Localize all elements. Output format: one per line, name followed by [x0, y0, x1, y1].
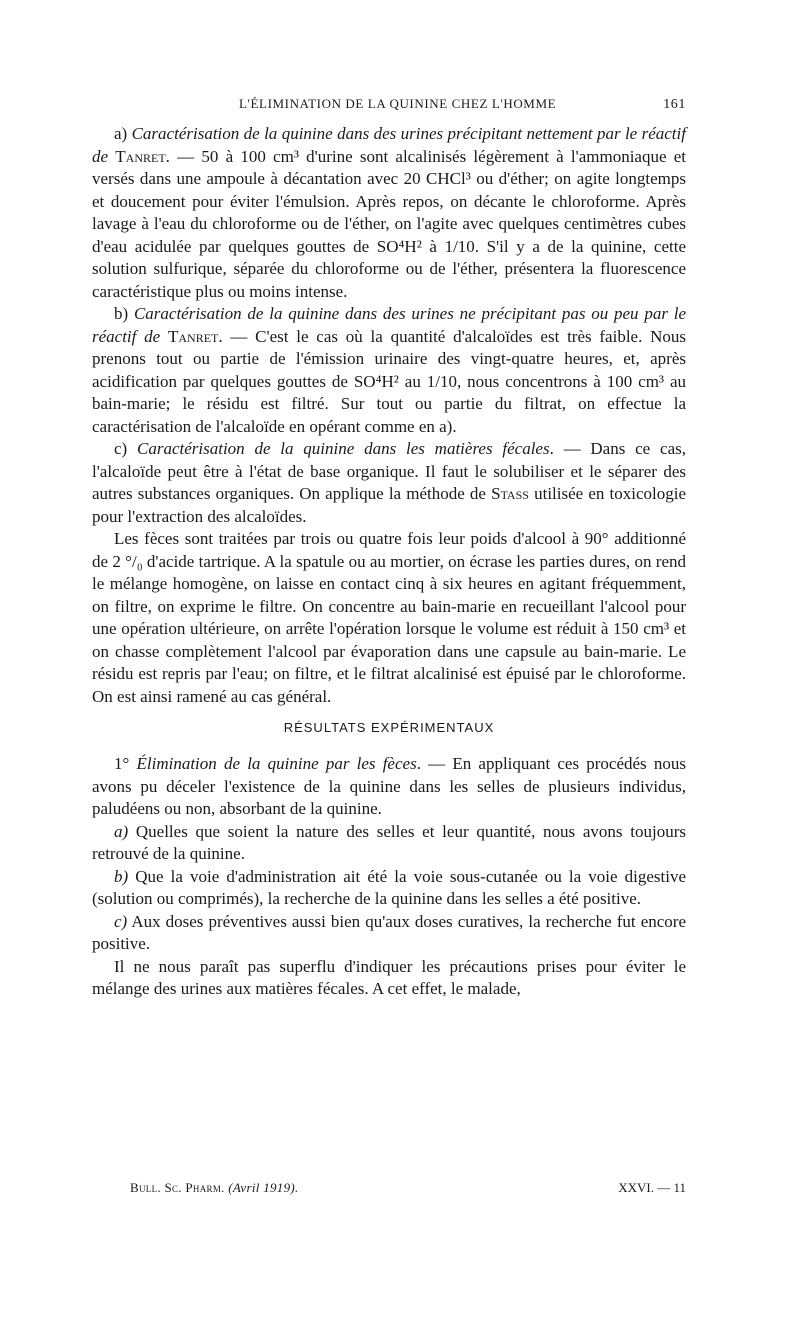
page-number: 161 — [663, 97, 686, 112]
paragraph-last: Il ne nous paraît pas superflu d'indiquer les précautions prises pour éviter le mélange des urines aux matières fécales. A cet effet, le malade, — [92, 956, 686, 998]
item-c-text: Aux doses préventives aussi bien qu'aux doses curatives, la recherche fut encore positive. — [92, 911, 686, 953]
paragraph-1-heading: Élimination de la quinine par les fèces — [136, 754, 417, 773]
paragraph-c-text: . — Dans ce cas, l'alcaloïde peut être à l'état de base organique. Il faut le solubiliser et le séparer des autres substances organiques. On applique la méthode de — [92, 439, 686, 503]
page-body — [92, 96, 686, 1001]
item-a — [92, 821, 686, 866]
footer-date: (Avril 1919). — [228, 1180, 299, 1195]
item-a-lead: a) — [114, 821, 129, 841]
paragraph-feces: Les fèces sont traitées par trois ou quatre fois leur poids d'alcool à 90° additionné de 2 °/₀ d'acide tartrique. A la spatule ou au mortier, on écrase les parties dures, on rend le mélange homogène, on laisse en contact cinq à six heures en agitant fréquemment, on filtre, on exprime le filtre. On concentre au bain-marie en recueillant l'alcool pour une opération ultérieure, on arrête l'opération lorsque le volume est réduit à 150 cm³ et on chasse complètement l'alcool par évaporation dans une capsule au bain-marie. Le résidu est repris par l'eau; on filtre, et le filtrat alcalinisé est épuisé par le chloroforme. On est ainsi ramené au cas général. — [92, 529, 686, 706]
paragraph-c-text-end: utilisée en toxicologie pour l'extraction des alcaloïdes. — [92, 484, 686, 526]
paragraph-b-heading: Caractérisation de la quinine dans des urines ne précipitant pas ou peu par le réactif de — [92, 304, 686, 346]
paragraph-c-lead: c) — [114, 439, 137, 458]
paragraph-b-text: . — C'est le cas où la quantité d'alcaloïdes est très faible. Nous prenons tout ou partie de l'émission urinaire des vingt-quatre heures, et, après acidification par quelques gouttes de SO⁴H² au 1/10, nous concentrons à 100 cm³ au bain-marie; le résidu est filtré. Sur tout ou partie du filtrat, on effectue la caractérisation de l'alcaloïde en opérant comme en a). — [92, 326, 687, 436]
footer-journal: Bull. Sc. Pharm. — [130, 1180, 225, 1195]
item-c — [92, 911, 686, 956]
author-name: Stass — [491, 484, 529, 503]
author-name: Tanret — [167, 326, 219, 346]
footer-citation — [130, 1180, 299, 1196]
item-a-text: Quelles que soient la nature des selles et leur quantité, nous avons toujours retrouvé de la quinine. — [92, 821, 686, 863]
footer-signature: XXVI. — 11 — [618, 1180, 686, 1195]
running-head — [92, 96, 686, 113]
paragraph-1 — [92, 753, 686, 821]
item-b-text: Que la voie d'administration ait été la voie sous-cutanée ou la voie digestive (solution ou comprimés), la recherche de la quinine dans les selles a été positive. — [92, 866, 686, 908]
paragraph-c-heading: Caractérisation de la quinine dans les matières fécales — [137, 439, 550, 458]
page-footer — [130, 1180, 686, 1196]
item-c-lead: c) — [114, 911, 128, 931]
section-heading: RÉSULTATS EXPÉRIMENTAUX — [283, 720, 495, 735]
paragraph-a — [92, 123, 686, 303]
paragraph-c — [92, 438, 686, 528]
paragraph-1-lead: 1° — [114, 754, 137, 773]
paragraph-1-text: . — En appliquant ces procédés nous avons pu déceler l'existence de la quinine dans les selles de plusieurs individus, paludéens ou non, absorbant de la quinine. — [92, 754, 686, 818]
author-name: Tanret — [115, 146, 166, 166]
paragraph-b — [92, 303, 686, 438]
item-b — [92, 866, 686, 911]
paragraph-b-lead: b) — [114, 304, 134, 323]
running-title: L'ÉLIMINATION DE LA QUININE CHEZ L'HOMME — [239, 96, 557, 111]
item-b-lead: b) — [114, 866, 129, 886]
paragraph-a-text: . — 50 à 100 cm³ d'urine sont alcalinisés légèrement à l'ammoniaque et versés dans une ampoule à décantation avec 20 CHCl³ ou d'éther; on agite longtemps et doucement pour éviter l'émulsion. Après repos, on décante le chloroforme. Après lavage à l'eau du chloroforme ou de l'éther, on l'agite avec quelques centimètres cubes d'eau acidulée par quelques gouttes de SO⁴H² à 1/10. S'il y a de la quinine, cette solution sulfurique, séparée du chloroforme ou de l'éther, présentera la fluorescence caractéristique plus ou moins intense. — [92, 146, 686, 301]
paragraph-a-heading: Caractérisation de la quinine dans des urines précipitant nettement par le réactif de — [92, 124, 686, 166]
paragraph-a-lead: a) — [114, 124, 132, 143]
